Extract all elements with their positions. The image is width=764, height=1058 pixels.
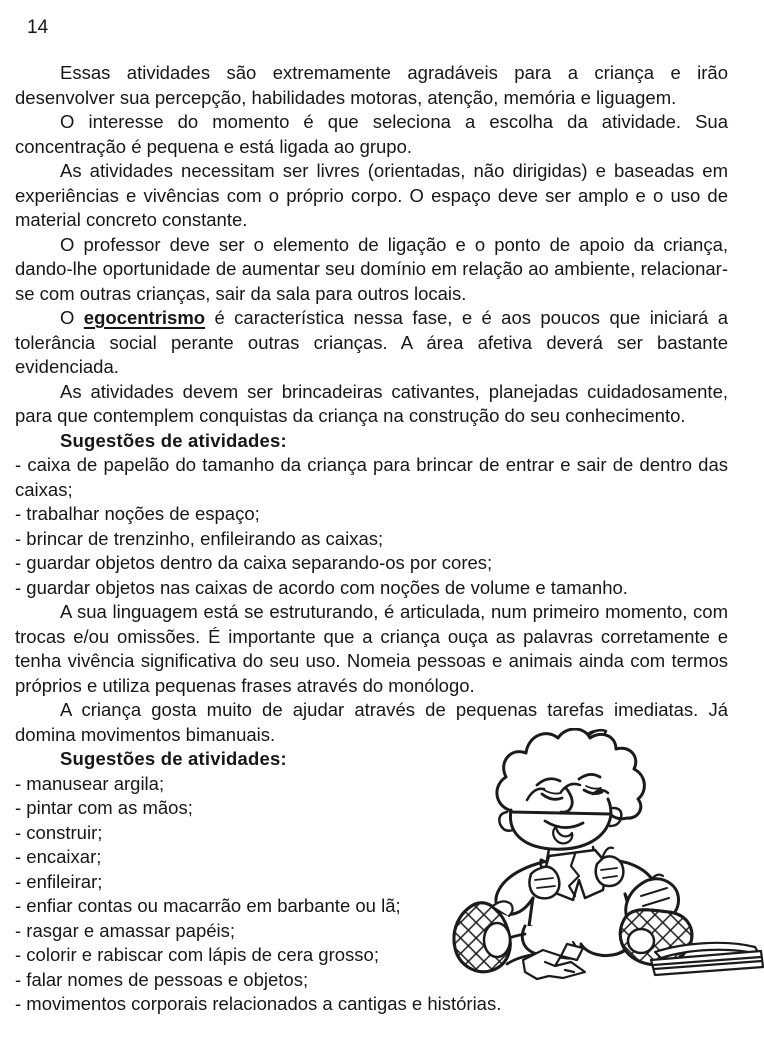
list-item: - encaixar; <box>15 846 102 867</box>
list-item: - manusear argila; <box>15 772 165 794</box>
paragraph: Essas atividades são extremamente agradáveis para a criança e irão desenvolver sua percepção, habilidades motoras, atenção, memória e liguagem. <box>15 62 728 108</box>
page-body <box>15 61 728 1017</box>
list-item: - guardar objetos dentro da caixa separando-os por cores; <box>15 552 493 573</box>
paragraph: O professor deve ser o elemento de ligação e o ponto de apoio da criança, dando-lhe oportunidade de aumentar seu domínio em relação ao ambiente, relacionar-se com outras crianças, sair da sala para outros locais. <box>15 233 728 304</box>
second-suggestions-section <box>15 698 728 1017</box>
paper-stack <box>651 943 763 975</box>
paragraph: A criança gosta muito de ajudar através de pequenas tarefas imediatas. Já domina movimentos bimanuais. <box>15 699 728 745</box>
activity-list-1 <box>15 453 728 600</box>
paragraph-text: O <box>60 307 84 328</box>
list-item: - enfileirar; <box>15 870 103 892</box>
paragraph: As atividades necessitam ser livres (orientadas, não dirigidas) e baseadas em experiências e vivências com o próprio corpo. O espaço deve ser amplo e o uso de material concreto constante. <box>15 160 728 230</box>
list-item: - pintar com as mãos; <box>15 797 193 818</box>
paragraph: A sua linguagem está se estruturando, é articulada, num primeiro momento, com trocas e/ou omissões. É importante que a criança ouça as palavras corretamente e tenha vivência significativa do seu uso. Nomeia pessoas e animais ainda com termos próprios e utiliza pequenas frases através do monólogo. <box>15 601 728 696</box>
emphasized-term: egocentrismo <box>83 307 206 328</box>
list-item: - guardar objetos nas caixas de acordo com noções de volume e tamanho. <box>15 576 628 598</box>
suggestions-heading-2: Sugestões de atividades: <box>60 748 287 769</box>
list-item: - colorir e rabiscar com lápis de cera grosso; <box>15 944 379 965</box>
page-number: 14 <box>27 17 49 38</box>
list-item: - brincar de trenzinho, enfileirando as caixas; <box>15 527 384 549</box>
paragraph-text: é característica nessa fase, e é aos poucos que iniciará a tolerância social perante outras crianças. A área afetiva deverá ser bastante evidenciada. <box>15 307 728 377</box>
list-item: - enfiar contas ou macarrão em barbante ou lã; <box>15 895 401 916</box>
paragraph: O interesse do momento é que seleciona a escolha da atividade. Sua concentração é pequena e está ligada ao grupo. <box>15 111 728 157</box>
list-item: - trabalhar noções de espaço; <box>15 503 260 524</box>
list-item: - movimentos corporais relacionados a cantigas e histórias. <box>15 993 502 1014</box>
child-tearing-paper-illustration <box>445 728 764 1000</box>
left-sneaker <box>454 901 513 971</box>
paragraph-egocentrismo <box>15 306 728 380</box>
list-item: - construir; <box>15 821 103 843</box>
list-item: - falar nomes de pessoas e objetos; <box>15 968 309 990</box>
suggestions-heading-1: Sugestões de atividades: <box>60 429 287 451</box>
list-item: - rasgar e amassar papéis; <box>15 919 236 941</box>
paragraph: As atividades devem ser brincadeiras cativantes, planejadas cuidadosamente, para que contemplem conquistas da criança na construção do seu conhecimento. <box>15 380 728 426</box>
list-item: - caixa de papelão do tamanho da criança para brincar de entrar e sair de dentro das caixas; <box>15 454 728 500</box>
